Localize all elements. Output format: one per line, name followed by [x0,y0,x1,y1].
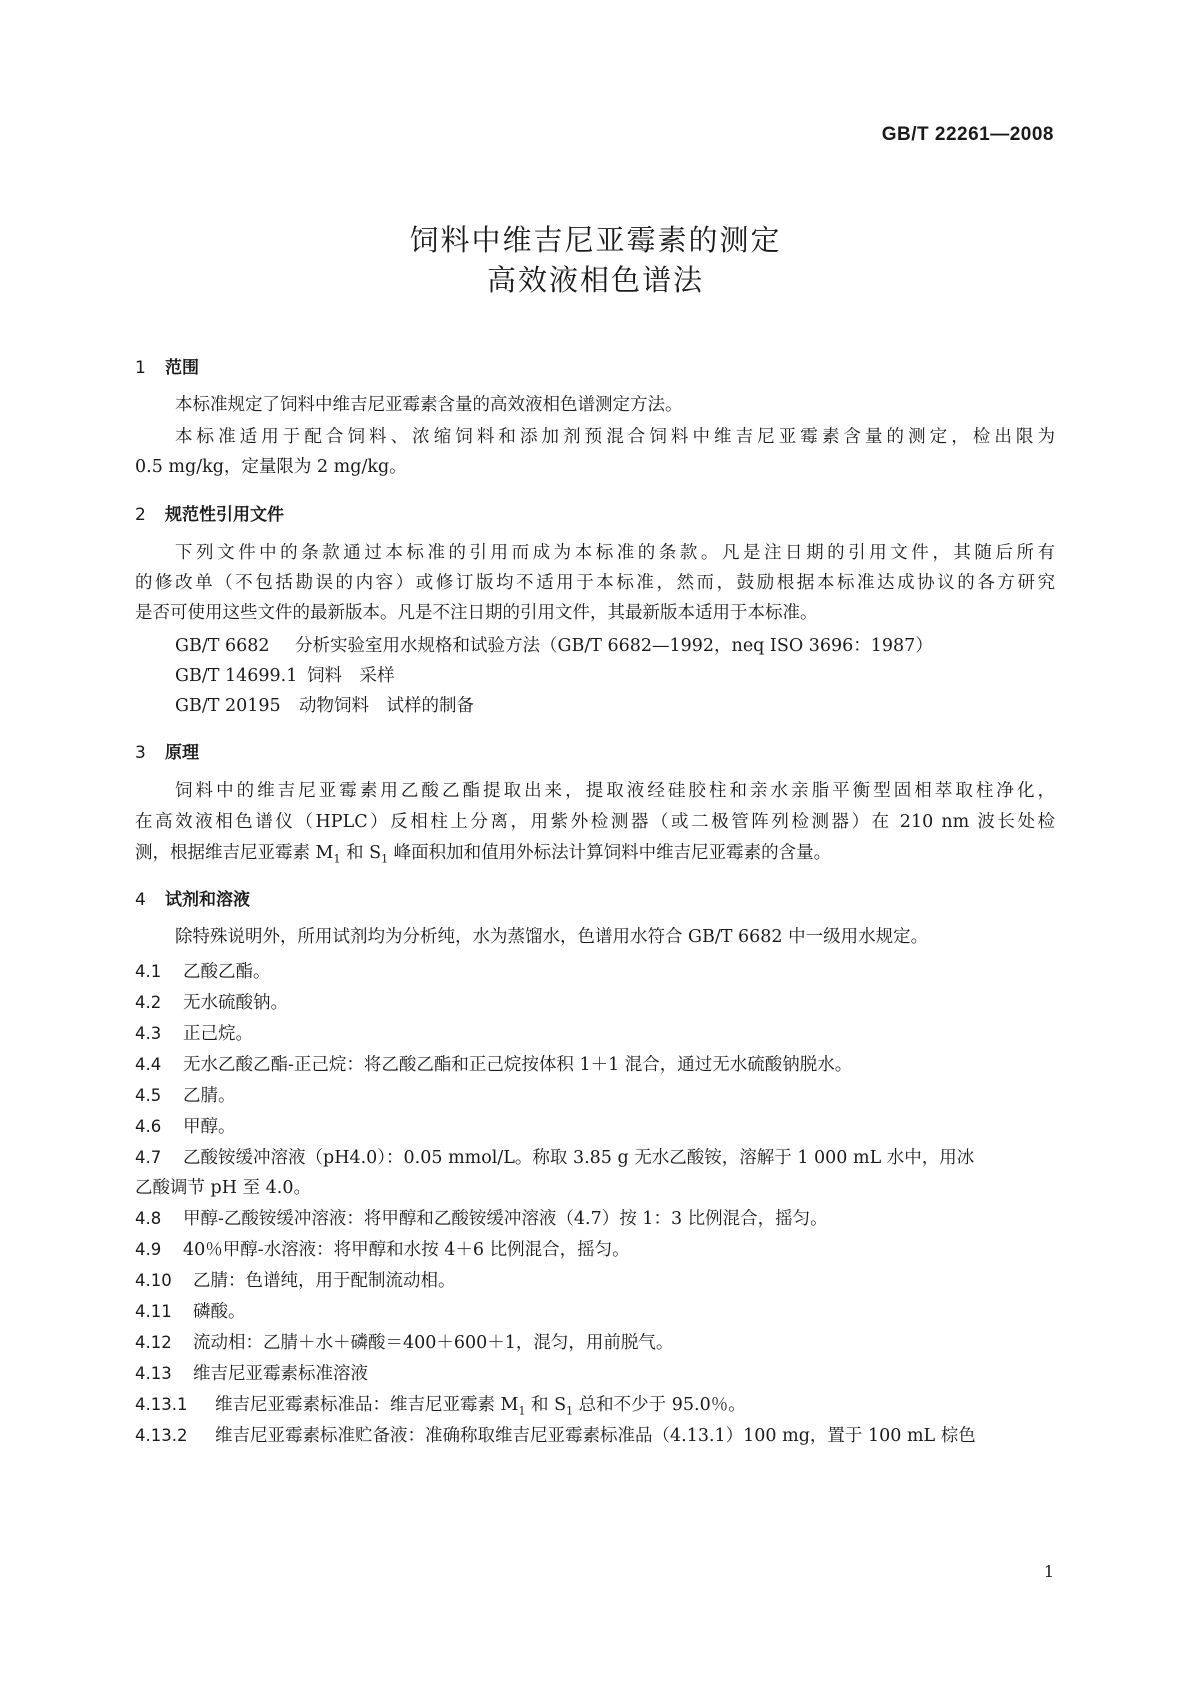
item-number: 4.5 [135,1086,162,1105]
item-text: 乙酸铵缓冲溶液（pH4.0）：0.05 mmol/L。称取 3.85 g 无水乙酸铵，溶解于 1 000 mL 水中，用冰 [183,1148,975,1168]
item-text: 甲醇。 [183,1117,236,1137]
reagent-item [135,1267,456,1292]
reagent-item [135,1113,236,1138]
item-number: 4.12 [135,1333,172,1352]
item-text: 乙腈。 [183,1086,236,1106]
item-number: 4.3 [135,1024,162,1043]
section-title: 原理 [165,743,199,763]
reagent-item [135,989,288,1014]
paragraph: 饲料中的维吉尼亚霉素用乙酸乙酯提取出来，提取液经硅胶柱和亲水亲脂平衡型固相萃取柱净化， [175,781,1055,801]
item-number: 4.8 [135,1209,162,1228]
reagent-item [135,1020,253,1045]
section-2-heading [135,500,284,525]
reference-item [175,632,933,657]
item-text: 甲醇-乙酸铵缓冲溶液：将甲醇和乙酸铵缓冲溶液（4.7）按 1：3 比例混合，摇匀。 [183,1209,828,1229]
reagent-item [135,1329,673,1354]
document-title: 饲料中维吉尼亚霉素的测定 [409,223,782,257]
paragraph: 是否可使用这些文件的最新版本。凡是不注日期的引用文件，其最新版本适用于本标准。 [135,603,818,623]
item-number: 4.13 [135,1364,172,1383]
section-4-heading [135,885,250,910]
item-number: 4.9 [135,1240,162,1259]
item-number: 4.10 [135,1271,172,1290]
reagent-item [135,1051,852,1076]
reference-code: GB/T 6682 [175,636,270,656]
section-title: 试剂和溶液 [165,890,250,910]
item-number: 4.4 [135,1055,162,1074]
item-number: 4.13.1 [135,1395,188,1414]
standard-number: GB/T 22261—2008 [881,124,1054,145]
item-text: 正己烷。 [183,1024,253,1044]
item-text: 乙腈：色谱纯，用于配制流动相。 [193,1271,456,1291]
section-title: 规范性引用文件 [165,505,284,525]
page-number: 1 [1043,1562,1054,1581]
section-number: 2 [135,505,146,525]
item-number: 4.2 [135,993,162,1012]
reference-title: 饲料 采样 [307,666,395,686]
item-number: 4.6 [135,1117,162,1136]
item-number: 4.13.2 [135,1426,188,1445]
reagent-item [135,1391,746,1418]
item-number: 4.7 [135,1148,162,1167]
reagent-item [135,1422,976,1447]
item-text: 维吉尼亚霉素标准溶液 [193,1364,368,1384]
reference-title: 分析实验室用水规格和试验方法（GB/T 6682—1992，neq ISO 3696：1987） [295,636,933,656]
reference-title: 动物饲料 试样的制备 [299,696,474,716]
paragraph: 的修改单（不包括勘误的内容）或修订版均不适用于本标准，然而，鼓励根据本标准达成协议的各方研究 [135,573,1055,593]
item-text: 无水硫酸钠。 [183,993,288,1013]
reagent-item [135,1082,236,1107]
section-number: 4 [135,890,146,910]
paragraph: 除特殊说明外，所用试剂均为分析纯，水为蒸馏水，色谱用水符合 GB/T 6682 中一级用水规定。 [175,927,929,947]
item-text: 乙酸乙酯。 [183,962,271,982]
paragraph: 下列文件中的条款通过本标准的引用而成为本标准的条款。凡是注日期的引用文件，其随后所有 [175,543,1055,563]
item-text: 无水乙酸乙酯-正己烷：将乙酸乙酯和正己烷按体积 1＋1 混合，通过无水硫酸钠脱水。 [183,1055,853,1075]
reference-code: GB/T 20195 [175,696,281,716]
section-1-heading [135,353,199,378]
section-number: 3 [135,743,146,763]
item-number: 4.1 [135,962,162,981]
paragraph: 在高效液相色谱仪（HPLC）反相柱上分离，用紫外检测器（或二极管阵列检测器）在 210 nm 波长处检 [135,812,1055,832]
item-text: 40％甲醇-水溶液：将甲醇和水按 4＋6 比例混合，摇匀。 [183,1240,630,1260]
paragraph: 本标准适用于配合饲料、浓缩饲料和添加剂预混合饲料中维吉尼亚霉素含量的测定，检出限为 [175,427,1055,447]
item-text: 维吉尼亚霉素标准贮备液：准确称取维吉尼亚霉素标准品（4.13.1）100 mg，置于 100 mL 棕色 [215,1426,976,1446]
paragraph: 测，根据维吉尼亚霉素 $M_1$ 和 $S_1$ 峰面积加和值用外标法计算饲料中维吉尼亚霉素的含量。 [135,843,832,866]
item-text: 流动相：乙腈＋水＋磷酸＝400＋600＋1，混匀，用前脱气。 [193,1333,674,1353]
reagent-item-continued [135,1174,311,1199]
reference-item [175,692,474,717]
reagent-item [135,1144,974,1169]
reagent-item [135,1236,630,1261]
reagent-item [135,1205,828,1230]
reagent-item [135,1298,246,1323]
item-text: 维吉尼亚霉素标准品：维吉尼亚霉素 $M_1$ 和 $S_1$ 总和不少于 95.0％。 [215,1395,746,1418]
item-text: 乙酸调节 pH 至 4.0。 [135,1178,311,1198]
reference-code: GB/T 14699.1 [175,666,298,686]
paragraph: 0.5 mg/kg，定量限为 2 mg/kg。 [135,457,407,477]
section-3-heading [135,738,199,763]
paragraph: 本标准规定了饲料中维吉尼亚霉素含量的高效液相色谱测定方法。 [175,395,683,415]
section-number: 1 [135,358,146,378]
document-subtitle: 高效液相色谱法 [486,263,704,297]
section-title: 范围 [165,358,199,378]
reagent-item [135,1360,368,1385]
reference-item [175,662,395,687]
item-number: 4.11 [135,1302,172,1321]
item-text: 磷酸。 [193,1302,246,1322]
reagent-item [135,958,271,983]
